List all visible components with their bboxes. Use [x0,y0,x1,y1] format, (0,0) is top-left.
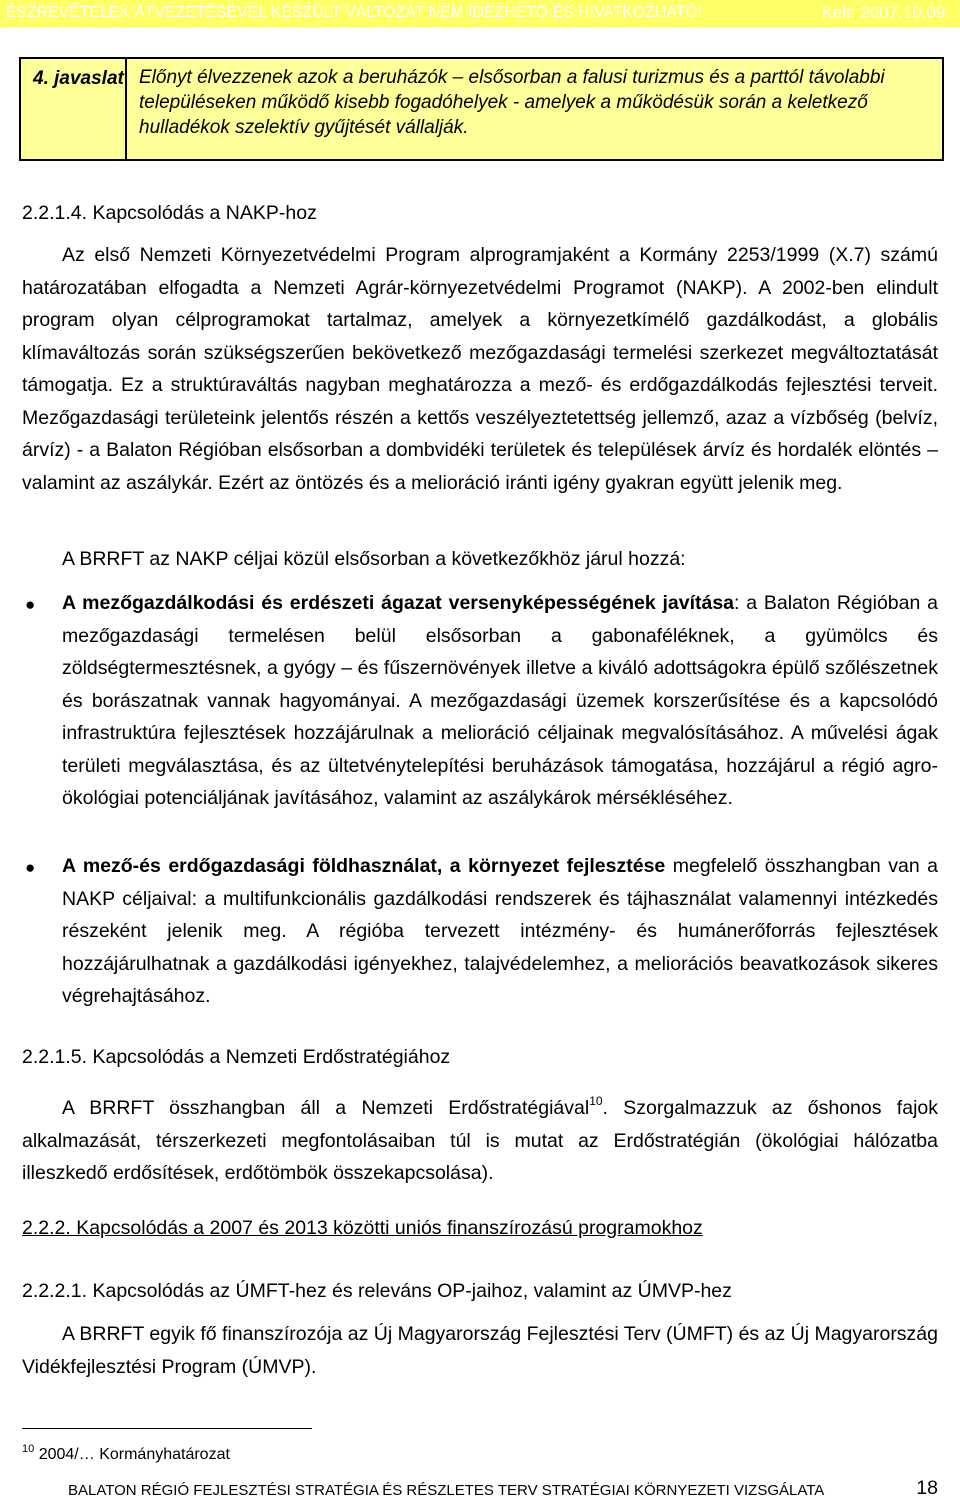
paragraph-nakp-intro: A BRRFT az NAKP céljai közül elsősorban a következőkhöz járul hozzá: [62,548,686,570]
list-item-bold: A mezőgazdálkodási és erdészeti ágazat versenyképességének javítása [62,592,735,614]
running-footer-title: BALATON RÉGIÓ FEJLESZTÉSI STRATÉGIA ÉS RÉSZLETES TERV STRATÉGIAI KÖRNYEZETI VIZSGÁLATA [68,1482,825,1499]
heading-umft: 2.2.2.1. Kapcsolódás az ÚMFT-hez és releváns OP-jaihoz, valamint az ÚMVP-hez [22,1280,732,1302]
bullet-icon: ● [25,595,36,614]
header-date: Kelt: 2007.10.09. [821,3,950,22]
footnote-text: 2004/… Kormányhatározat [38,1446,230,1463]
list-item-bold: A mező-és erdőgazdasági földhasználat, a környezet fejlesztése [62,855,666,877]
bullet-icon: ● [25,858,36,877]
footnote-ref[interactable]: 10 [589,1094,603,1108]
running-header [0,0,960,27]
heading-nakp: 2.2.1.4. Kapcsolódás a NAKP-hoz [22,202,317,224]
recommendation-box [19,57,944,161]
paragraph-text: A BRRFT összhangban áll a Nemzeti Erdőstratégiával [62,1097,590,1119]
footnote [22,1443,230,1464]
list-item [62,587,938,815]
recommendation-label: 4. javaslat [21,59,127,159]
heading-erdostrategia: 2.2.1.5. Kapcsolódás a Nemzeti Erdőstratégiához [22,1046,451,1068]
heading-eu-programs: 2.2.2. Kapcsolódás a 2007 és 2013 közötti uniós finanszírozású programokhoz [22,1217,703,1239]
footnote-number: 10 [22,1443,35,1455]
paragraph-nakp: Az első Nemzeti Környezetvédelmi Program alprogramjaként a Kormány 2253/1999 (X.7) számú határozatában elfogadta a Nemzeti Agrár-környezetvédelmi Programot (NAKP). A 2002-ben elindult program olyan célprogramokat tartalmaz, amelyek a környezetkímélő gazdálkodást, a globális klímaváltozás során szükségszerűen bekövetkező mezőgazdasági termelési szerkezet megváltoztatását támogatja. Ez a struktúraváltás nagyban meghatározza a mező- és erdőgazdálkodás fejlesztési terveit. Mezőgazdasági területeink jelentős részén a kettős veszélyeztetettség jellemző, azaz a vízbőség (belvíz, árvíz) - a Balaton Régióban elsősorban a dombvidéki területek és települések árvíz és hordalék elöntés –valamint az aszálykár. Ezért az öntözés és a melioráció iránti igény gyakran együtt jelenik meg. [22,244,938,494]
paragraph-erdostrategia [22,1085,938,1190]
paragraph-umft: A BRRFT egyik fő finanszírozója az Új Magyarország Fejlesztési Terv (ÚMFT) és az Új Magyarország Vidékfejlesztési Program (ÚMVP). [22,1323,938,1378]
recommendation-text: Előnyt élvezzenek azok a beruházók – elsősorban a falusi turizmus és a parttól távolabbi településeken működő kisebb fogadóhelyek - amelyek a működésük során a keletkező hulladékok szelektív gyűjtését vállalják. [139,67,885,138]
list-item-text: : a Balaton Régióban a mezőgazdasági termelésen belül elsősorban a gabonaféléknek, a gyümölcs és zöldségtermesztésnek, a gyógy – és fűszernövények illetve a kiváló adottságokra épülő szőlészetnek és borászatnak vannak hagyományai. A mezőgazdasági üzemek korszerűsítése és a kapcsolódó infrastruktúra fejlesztések hozzájárulnak a melioráció céljainak megvalósításához. A művelési ágak területi megválasztása, és az ültetvénytelepítési beruházások támogatása, hozzájárul a régió agro-ökológiai potenciáljának javításához, valamint az aszálykárok mérsékléséhez. [62,592,938,809]
footnote-separator [22,1428,312,1429]
list-item [62,850,938,1013]
header-disclaimer: ÉSZREVÉTELEK ÁTVEZETÉSÉVEL KÉSZÜLT VÁLTOZAT NEM IDÉZHETŐ ÉS HIVATKOZHATÓ! [6,4,703,21]
paragraph-text: . Szorgalmazzuk az őshonos fajok alkalmazását, térszerkezeti megfontolásaiban túl is mutat az Erdőstratégián (ökológiai hálózatba illeszkedő erdősítések, erdőtömbök összekapcsolása). [22,1097,938,1184]
list-item-text: megfelelő összhangban van a NAKP céljaival: a multifunkcionális gazdálkodási rendszerek és tájhasználat valamennyi intézkedés részeként jelenik meg. A régióba tervezett intézmény- és humánerőforrás fejlesztések hozzájárulhatnak a gazdálkodási igényekhez, talajvédelemhez, a meliorációs beavatkozások sikeres végrehajtásához. [62,855,938,1007]
page-number: 18 [916,1477,938,1499]
